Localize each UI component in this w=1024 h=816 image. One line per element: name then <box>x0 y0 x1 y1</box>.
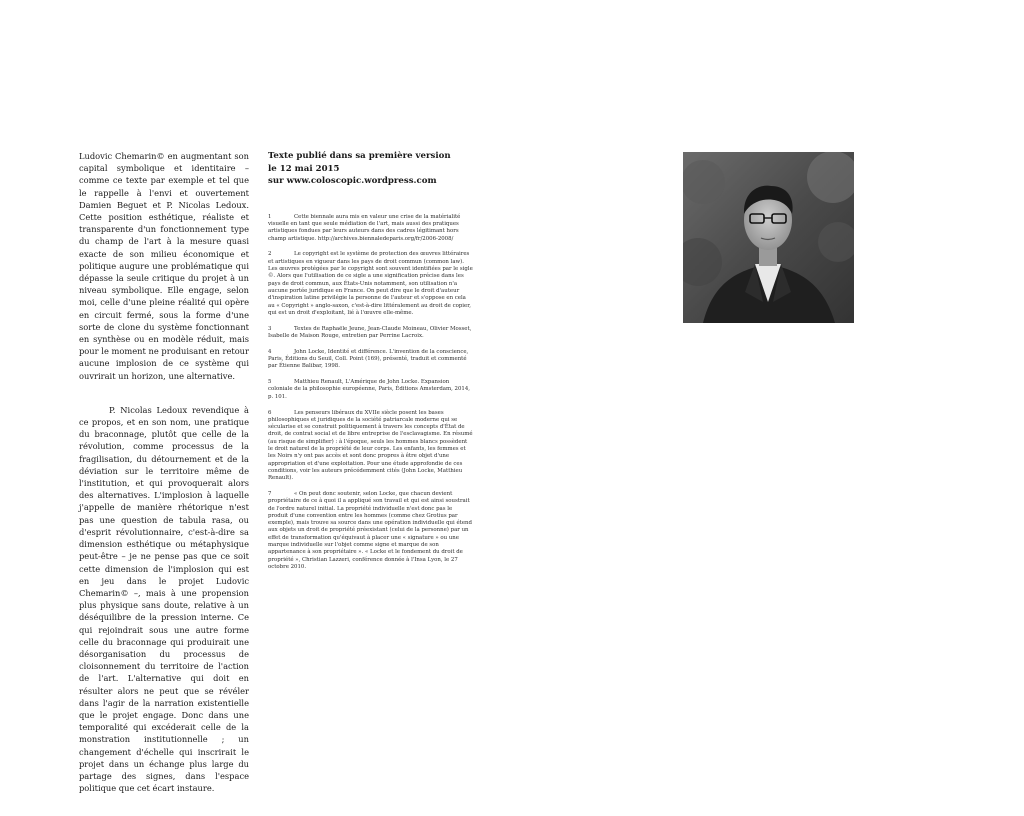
footnote-text: Cette biennale aura mis en valeur une crise de la matérialité visuelle en tant que seule médiation de l'art, mais aussi des pratiques artistiques fondues par leurs auteurs dans des cadres légitimant hors champ artistique. http://archives.biennaledeparis.org/fr/2006-2008/ <box>268 213 461 242</box>
footnote-number: 5 <box>268 379 272 386</box>
footnote-text: John Locke, Identité et différence. L'invention de la conscience, Paris, Éditions du Seuil, Coll. Point (169), présenté, traduit et commenté par Étienne Balibar, 1998. <box>268 348 469 370</box>
publication-note <box>268 150 473 188</box>
footnote-text: Les penseurs libéraux du XVIIe siècle posent les bases philosophiques et juridiques de la société patriarcale moderne qui se sécularise et se construit politiquement à travers les concepts d'État de droit, de contrat social et de libre entreprise de l'esclavagisme. En résumé (au risque de simplifier) : à l'époque, seuls les hommes blancs possèdent le droit naturel de la propriété de leur corps. Les enfants, les femmes et les Noirs n'y ont pas accès et sont donc propres à être objet d'une appropriation et d'une exploitation. Pour une étude approfondie de ces conditions, voir les auteurs précédemment cités (John Locke, Matthieu Renault). <box>268 409 473 482</box>
notes-column <box>268 150 473 580</box>
publication-note-line-3: sur www.coloscopic.wordpress.com <box>268 176 437 187</box>
footnote-text: « On peut donc soutenir, selon Locke, que chacun devient propriétaire de ce à quoi il a appliqué son travail et qui est ainsi soustrait de l'ordre naturel initial. La propriété individuelle n'est donc pas le produit d'une convention entre les hommes (comme chez Grotius par exemple), mais trouve sa source dans une opération individuelle qui étend aux objets un droit de propriété préexistant (celui de la personne) par un effet de transformation qu'équivaut à placer une « signature » ou une marque individuelle sur l'objet comme signe et marque de son appartenance à son propriétaire ». « Locke et le fondement du droit de propriété », Christian Lazzeri, conférence donnée à l'Insa Lyon, le 27 octobre 2010. <box>268 490 472 570</box>
body-paragraph-1: Ludovic Chemarin© en augmentant son capital symbolique et identitaire – comme ce texte par exemple et tel que le rappelle à l'envi et ouvertement Damien Beguet et P. Nicolas Ledoux. Cette position esthétique, réaliste et transparente d'un fonctionnement type du champ de l'art à la mesure quasi exacte de son milieu économique et politique augure une problématique qui dépasse la seule critique du projet à un niveau symbolique. Elle engage, selon moi, celle d'une pleine réalité qui opère en circuit fermé, sous la forme d'une sorte de clone du système fonctionnant en synthèse ou en modèle réduit, mais pour le moment ne produisant en retour aucune implosion de ce système qui ouvrirait un horizon, une alternative. <box>79 151 249 381</box>
footnote-text: Le copyright est le système de protection des œuvres littéraires et artistiques en vigueur dans les pays de droit commun (common law). Les œuvres protégées par le copyright sont souvent identifiées par le sigle ©. Alors que l'utilisation de ce sigle a une signification précise dans les pays de droit commun, aux États-Unis notamment, son utilisation n'a aucune portée juridique en France. On peut dire que le droit d'auteur d'inspiration latine privilégie la personne de l'auteur et s'oppose en cela au « Copyright » anglo-saxon, c'est-à-dire littéralement au droit de copier, qui est un droit d'exploitant, lié à l'œuvre elle-même. <box>268 251 473 316</box>
footnote-number: 4 <box>268 348 272 355</box>
publication-note-line-2: le 12 mai 2015 <box>268 163 340 174</box>
publication-note-line-1: Texte publié dans sa première version <box>268 151 451 161</box>
footnote-text: Matthieu Renault, L'Amérique de John Locke. Expansion coloniale de la philosophie européenne, Paris, Éditions Amsterdam, 2014, p. 101. <box>268 379 470 400</box>
footnote-number: 1 <box>268 213 272 220</box>
footnote-number: 6 <box>268 409 272 416</box>
footnote <box>268 251 473 317</box>
footnote-text: Textes de Raphaële Jeune, Jean-Claude Moineau, Olivier Mosset, Isabelle de Maison Rouge, entretien par Perrine Lacroix. <box>268 325 472 339</box>
portrait-illustration <box>683 152 854 323</box>
footnote <box>268 491 473 571</box>
footnote <box>268 349 473 371</box>
footnote-number: 7 <box>268 490 272 497</box>
body-paragraph-2: P. Nicolas Ledoux revendique à ce propos, et en son nom, une pratique du braconnage, plutôt que celle de la révolution, comme processus de la fragilisation, du détournement et de la déviation sur le territoire même de l'institution, et qui provoquerait alors des alternatives. L'implosion à laquelle j'appelle de manière rhétorique n'est pas une question de tabula rasa, ou d'esprit révolutionnaire, c'est-à-dire sa dimension esthétique ou métaphysique peut-être – je ne pense pas que ce soit cette dimension de l'implosion qui est en jeu dans le projet Ludovic Chemarin© –, mais à une propension plus physique sans doute, relative à un déséquilibre de la pression interne. Ce qui rejoindrait sous une autre forme celle du braconnage qui produirait une désorganisation du processus de cloisonnement du territoire de l'action de l'art. L'alternative qui doit en résulter alors ne peut que se révéler dans l'agir de la narration existentielle que le projet engage. Donc dans une temporalité qui excéderait celle de la monstration institutionnelle ; un changement d'échelle qui inscrirait le projet dans un échange plus large du partage des signes, dans l'espace politique que cet écart instaure. <box>79 404 249 794</box>
footnote <box>268 214 473 243</box>
footnote-number: 2 <box>268 251 272 258</box>
footnote-number: 3 <box>268 325 272 332</box>
main-text-column <box>79 150 249 816</box>
footnote <box>268 410 473 483</box>
footnote <box>268 326 473 341</box>
portrait-photo <box>683 152 854 323</box>
footnote <box>268 379 473 401</box>
